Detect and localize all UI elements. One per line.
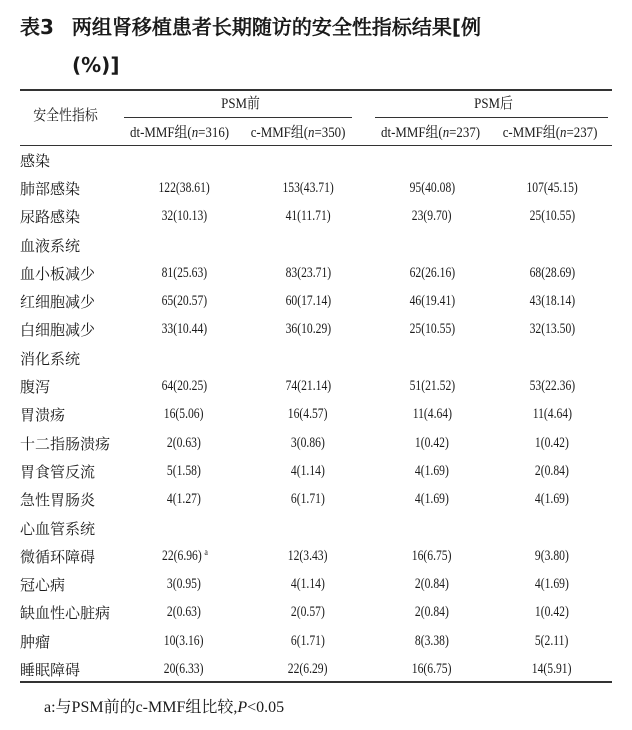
category-label: 感染 <box>20 153 51 170</box>
value-text: 153(43.71) <box>282 179 334 196</box>
value-text: 4(1.69) <box>535 491 569 508</box>
value-cell <box>124 146 244 174</box>
value-text: 4(1.14) <box>291 462 325 479</box>
value-text: 16(6.75) <box>412 547 452 564</box>
category-label: 心血管系统 <box>20 521 96 538</box>
value-text: 22(6.96) $^a$ <box>162 547 209 565</box>
value-text: 22(6.29) <box>288 660 328 677</box>
value-cell <box>124 203 244 231</box>
value-cell <box>492 259 612 287</box>
value-text: 64(20.25) <box>161 378 207 395</box>
value-text: 11(4.64) <box>412 406 452 423</box>
table-row <box>20 146 612 174</box>
category-label: 睡眠障碍 <box>20 662 81 679</box>
value-cell <box>492 316 612 344</box>
value-text: 8(3.38) <box>415 632 449 649</box>
value-cell <box>492 401 612 429</box>
value-cell <box>124 514 244 542</box>
value-text: 107(45.15) <box>526 179 578 196</box>
table-row <box>20 231 612 259</box>
value-cell <box>372 259 492 287</box>
value-text: 122(38.61) <box>158 179 210 196</box>
value-text: 5(2.11) <box>535 632 569 649</box>
value-cell <box>124 287 244 315</box>
category-label: 血液系统 <box>20 238 81 255</box>
table-row <box>20 570 612 598</box>
value-text: 2(0.84) <box>415 576 449 593</box>
value-cell <box>492 457 612 485</box>
value-cell <box>372 231 492 259</box>
bottom-rule <box>20 681 612 683</box>
value-text: 1(0.42) <box>415 434 449 451</box>
value-cell <box>124 372 244 400</box>
value-cell <box>244 457 372 485</box>
table-row <box>20 514 612 542</box>
value-cell <box>492 146 612 174</box>
header-psm-after: PSM后 <box>474 96 513 112</box>
value-text: 16(4.57) <box>288 406 328 423</box>
indicator-label: 缺血性心脏病 <box>20 606 111 623</box>
value-text: 12(3.43) <box>288 547 328 564</box>
safety-table <box>20 146 612 684</box>
value-text: 16(5.06) <box>164 406 204 423</box>
value-text: 4(1.69) <box>415 462 449 479</box>
after-subrule <box>375 117 608 118</box>
value-cell <box>244 570 372 598</box>
value-cell <box>244 287 372 315</box>
value-text: 25(10.55) <box>529 208 575 225</box>
value-text: 62(26.16) <box>409 264 455 281</box>
value-text: 60(17.14) <box>285 293 331 310</box>
indicator-label: 红细胞减少 <box>20 295 96 312</box>
value-text: 36(10.29) <box>285 321 331 338</box>
table-row <box>20 599 612 627</box>
title-line-1 <box>20 8 620 46</box>
value-cell <box>372 372 492 400</box>
significance-marker: a <box>204 547 209 558</box>
value-cell <box>492 486 612 514</box>
value-cell <box>492 627 612 655</box>
value-text: 2(0.84) <box>535 462 569 479</box>
table-row <box>20 429 612 457</box>
value-cell <box>244 401 372 429</box>
value-text: 23(9.70) <box>412 208 452 225</box>
table-number: 表3 <box>20 15 54 39</box>
value-cell <box>124 231 244 259</box>
before-subrule <box>124 117 352 118</box>
table-row <box>20 287 612 315</box>
header-psm-before: PSM前 <box>221 96 260 112</box>
value-cell <box>492 231 612 259</box>
value-cell <box>124 486 244 514</box>
value-text: 20(6.33) <box>164 660 204 677</box>
value-cell <box>124 627 244 655</box>
value-cell <box>244 655 372 683</box>
value-cell <box>124 655 244 683</box>
value-cell <box>372 655 492 683</box>
value-cell <box>492 287 612 315</box>
value-text: 32(13.50) <box>529 321 575 338</box>
title-text: 两组肾移植患者长期随访的安全性指标结果[例 <box>71 15 482 39</box>
value-cell <box>244 514 372 542</box>
header-indicator: 安全性指标 <box>33 108 98 124</box>
table-row <box>20 627 612 655</box>
value-text: 1(0.42) <box>535 604 569 621</box>
value-cell <box>124 599 244 627</box>
table-row <box>20 542 612 570</box>
table-title <box>20 8 620 84</box>
value-cell <box>492 203 612 231</box>
value-cell <box>124 429 244 457</box>
value-text: 81(25.63) <box>161 264 207 281</box>
value-cell <box>492 599 612 627</box>
value-cell <box>372 344 492 372</box>
value-cell <box>244 203 372 231</box>
value-cell <box>244 316 372 344</box>
value-text: 3(0.95) <box>167 576 201 593</box>
table-body <box>20 146 612 684</box>
value-cell <box>244 429 372 457</box>
value-text: 2(0.63) <box>167 434 201 451</box>
table-row <box>20 259 612 287</box>
footnote: a:与PSM前的c-MMF组比较,P<0.05 <box>44 699 285 716</box>
table-row <box>20 174 612 202</box>
value-cell <box>124 174 244 202</box>
table-row <box>20 203 612 231</box>
value-text: 25(10.55) <box>409 321 455 338</box>
value-cell <box>492 372 612 400</box>
indicator-label: 十二指肠溃疡 <box>20 436 111 453</box>
value-text: 32(10.13) <box>161 208 207 225</box>
value-text: 43(18.14) <box>529 293 575 310</box>
category-label: 消化系统 <box>20 351 81 368</box>
indicator-label: 急性胃肠炎 <box>20 493 96 510</box>
value-cell <box>492 542 612 570</box>
indicator-label: 腹泻 <box>20 380 51 397</box>
value-cell <box>124 457 244 485</box>
indicator-label: 胃溃疡 <box>20 408 66 425</box>
value-cell <box>372 570 492 598</box>
value-cell <box>372 316 492 344</box>
value-text: 3(0.86) <box>291 434 325 451</box>
table-row <box>20 401 612 429</box>
value-cell <box>124 259 244 287</box>
value-text: 53(22.36) <box>529 378 575 395</box>
value-cell <box>372 542 492 570</box>
indicator-label: 白细胞减少 <box>20 323 96 340</box>
value-cell <box>244 542 372 570</box>
table-row <box>20 655 612 683</box>
value-cell <box>124 401 244 429</box>
value-cell <box>372 514 492 542</box>
value-text: 14(5.91) <box>532 660 572 677</box>
value-cell <box>124 570 244 598</box>
value-text: 74(21.14) <box>285 378 331 395</box>
table-row <box>20 344 612 372</box>
top-rule <box>20 89 612 91</box>
value-text: 4(1.27) <box>167 491 201 508</box>
value-cell <box>492 655 612 683</box>
value-cell <box>492 344 612 372</box>
value-text: 5(1.58) <box>167 462 201 479</box>
value-text: 11(4.64) <box>532 406 572 423</box>
indicator-label: 尿路感染 <box>20 210 81 227</box>
value-cell <box>492 174 612 202</box>
indicator-label: 肺部感染 <box>20 181 81 198</box>
category-label: 肿瘤 <box>20 634 51 651</box>
indicator-label: 胃食管反流 <box>20 464 96 481</box>
value-cell <box>372 146 492 174</box>
value-text: 2(0.57) <box>291 604 325 621</box>
value-text: 41(11.71) <box>285 208 331 225</box>
value-cell <box>372 429 492 457</box>
value-cell <box>124 344 244 372</box>
value-cell <box>244 599 372 627</box>
value-cell <box>244 344 372 372</box>
value-text: 10(3.16) <box>164 632 204 649</box>
value-text: 9(3.80) <box>535 547 569 564</box>
value-cell <box>372 599 492 627</box>
table-row <box>20 316 612 344</box>
value-cell <box>124 316 244 344</box>
value-cell <box>492 514 612 542</box>
value-cell <box>244 146 372 174</box>
value-text: 16(6.75) <box>412 660 452 677</box>
value-cell <box>492 429 612 457</box>
value-cell <box>124 542 244 570</box>
value-cell <box>372 457 492 485</box>
value-cell <box>244 627 372 655</box>
value-text: 46(19.41) <box>409 293 455 310</box>
value-cell <box>372 287 492 315</box>
value-text: 33(10.44) <box>161 321 207 338</box>
table-row <box>20 486 612 514</box>
header-col-4: c-MMF组(n=237) <box>502 125 598 141</box>
table-row <box>20 372 612 400</box>
value-text: 4(1.69) <box>415 491 449 508</box>
value-text: 2(0.63) <box>167 604 201 621</box>
header-col-1: dt-MMF组(n=316) <box>130 125 230 141</box>
value-cell <box>244 372 372 400</box>
value-cell <box>372 203 492 231</box>
value-cell <box>372 174 492 202</box>
indicator-label: 血小板减少 <box>20 266 96 283</box>
value-text: 95(40.08) <box>409 179 455 196</box>
indicator-label: 微循环障碍 <box>20 549 96 566</box>
value-cell <box>372 486 492 514</box>
value-text: 6(1.71) <box>291 491 325 508</box>
value-cell <box>372 401 492 429</box>
value-cell <box>244 486 372 514</box>
value-text: 51(21.52) <box>409 378 455 395</box>
value-cell <box>372 627 492 655</box>
value-text: 65(20.57) <box>161 293 207 310</box>
value-text: 83(23.71) <box>285 264 331 281</box>
title-unit: (%)] <box>72 53 120 77</box>
value-text: 2(0.84) <box>415 604 449 621</box>
value-text: 68(28.69) <box>529 264 575 281</box>
table-row <box>20 457 612 485</box>
value-cell <box>492 570 612 598</box>
value-text: 4(1.14) <box>291 576 325 593</box>
header-col-3: dt-MMF组(n=237) <box>381 125 481 141</box>
value-cell <box>244 231 372 259</box>
indicator-label: 冠心病 <box>20 578 66 595</box>
value-cell <box>244 259 372 287</box>
value-text: 1(0.42) <box>535 434 569 451</box>
header-col-2: c-MMF组(n=350) <box>250 125 346 141</box>
value-text: 6(1.71) <box>291 632 325 649</box>
value-text: 4(1.69) <box>535 576 569 593</box>
value-cell <box>244 174 372 202</box>
